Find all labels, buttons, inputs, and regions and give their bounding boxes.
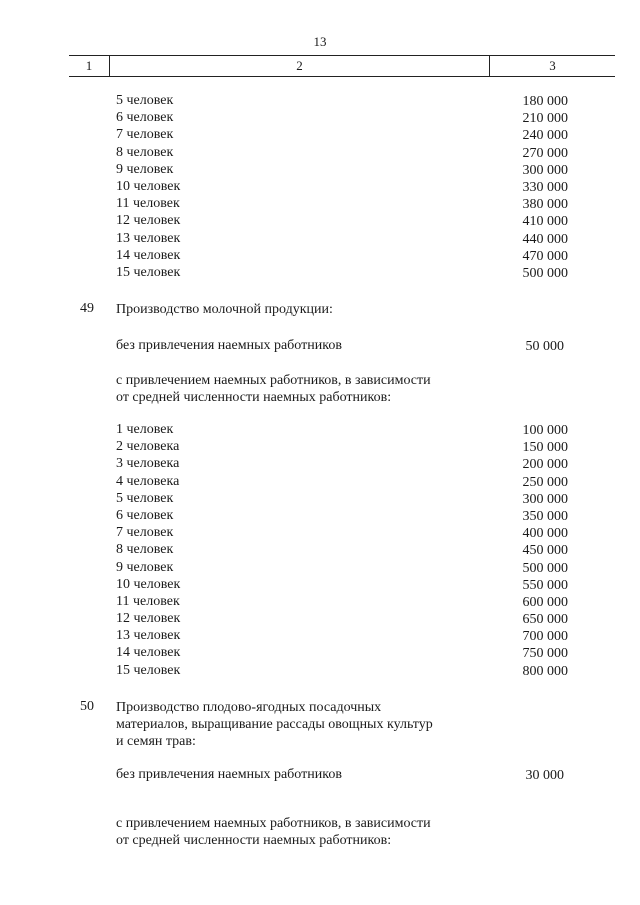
table-row <box>0 610 640 627</box>
item-49-without-hired-label: без привлечения наемных работников <box>116 338 342 353</box>
item-49-without-hired-value: 50 000 <box>525 339 564 354</box>
row-label: 9 человек <box>116 559 174 575</box>
row-value: 500 000 <box>522 560 568 576</box>
row-label: 2 человека <box>116 439 180 455</box>
table-row <box>0 126 640 143</box>
item-49-employee-rows <box>0 421 640 679</box>
row-value: 550 000 <box>522 577 568 593</box>
row-label: 8 человек <box>116 144 174 160</box>
row-value: 150 000 <box>522 440 568 456</box>
row-label: 7 человек <box>116 127 174 143</box>
row-label: 12 человек <box>116 611 181 627</box>
table-row <box>0 541 640 558</box>
row-value: 440 000 <box>522 231 568 247</box>
table-row <box>0 109 640 126</box>
table-row <box>0 144 640 161</box>
table-row <box>0 593 640 610</box>
row-label: 11 человек <box>116 196 180 212</box>
table-row <box>0 627 640 644</box>
row-label: 12 человек <box>116 213 181 229</box>
item-49-with-hired-line-2: от средней численности наемных работников: <box>116 390 392 405</box>
row-value: 800 000 <box>522 663 568 679</box>
row-label: 3 человека <box>116 456 180 472</box>
row-label: 10 человек <box>116 178 181 194</box>
item-50-without-hired-label: без привлечения наемных работников <box>116 767 342 782</box>
row-label: 9 человек <box>116 161 174 177</box>
row-label: 4 человека <box>116 473 180 489</box>
table-row <box>0 92 640 109</box>
table-row <box>0 524 640 541</box>
table-row <box>0 455 640 472</box>
row-value: 750 000 <box>522 646 568 662</box>
row-value: 500 000 <box>522 265 568 281</box>
table-row <box>0 559 640 576</box>
item-49-title: Производство молочной продукции: <box>116 302 333 317</box>
row-label: 14 человек <box>116 247 181 263</box>
column-header-3: 3 <box>549 58 556 73</box>
row-label: 7 человек <box>116 525 174 541</box>
item-50-without-hired-value: 30 000 <box>525 768 564 783</box>
row-label: 15 человек <box>116 264 181 280</box>
row-value: 400 000 <box>522 526 568 542</box>
row-label: 13 человек <box>116 628 181 644</box>
row-value: 300 000 <box>522 491 568 507</box>
row-value: 350 000 <box>522 508 568 524</box>
row-label: 10 человек <box>116 576 181 592</box>
page-number: 13 <box>313 34 327 49</box>
table-row <box>0 178 640 195</box>
row-value: 600 000 <box>522 594 568 610</box>
item-number-49: 49 <box>80 301 94 316</box>
column-header-1: 1 <box>69 56 110 76</box>
row-value: 410 000 <box>522 214 568 230</box>
table-row <box>0 473 640 490</box>
row-value: 270 000 <box>522 145 568 161</box>
row-value: 450 000 <box>522 543 568 559</box>
row-value: 200 000 <box>522 457 568 473</box>
row-value: 210 000 <box>522 111 568 127</box>
table-row <box>0 247 640 264</box>
table-row <box>0 438 640 455</box>
row-value: 700 000 <box>522 629 568 645</box>
row-label: 6 человек <box>116 507 174 523</box>
table-row <box>0 662 640 679</box>
table-row <box>0 576 640 593</box>
row-value: 100 000 <box>522 423 568 438</box>
row-value: 250 000 <box>522 474 568 490</box>
continued-employee-rows <box>0 92 640 281</box>
table-row <box>0 264 640 281</box>
item-number-50: 50 <box>80 699 94 714</box>
table-row <box>0 161 640 178</box>
row-label: 15 человек <box>116 662 181 678</box>
row-label: 13 человек <box>116 230 181 246</box>
row-value: 470 000 <box>522 248 568 264</box>
table-row <box>0 195 640 212</box>
row-label: 5 человек <box>116 490 174 506</box>
row-value: 330 000 <box>522 179 568 195</box>
row-value: 240 000 <box>522 128 568 144</box>
item-50-title-line-2: материалов, выращивание рассады овощных культур <box>116 717 433 732</box>
item-50-title-line-3: и семян трав: <box>116 734 196 749</box>
table-row <box>0 421 640 438</box>
item-50-with-hired-line-2: от средней численности наемных работников: <box>116 833 392 848</box>
item-49-with-hired-line-1: с привлечением наемных работников, в зависимости <box>116 373 431 388</box>
row-label: 8 человек <box>116 542 174 558</box>
row-value: 650 000 <box>522 612 568 628</box>
row-value: 300 000 <box>522 162 568 178</box>
row-label: 1 человек <box>116 422 174 437</box>
row-label: 6 человек <box>116 110 174 126</box>
column-header-2: 2 <box>110 56 490 76</box>
row-value: 380 000 <box>522 197 568 213</box>
row-value: 180 000 <box>522 94 568 109</box>
item-50-title-line-1: Производство плодово-ягодных посадочных <box>116 700 382 715</box>
table-row <box>0 490 640 507</box>
table-row <box>0 644 640 661</box>
row-label: 14 человек <box>116 645 181 661</box>
table-row <box>0 230 640 247</box>
table-row <box>0 507 640 524</box>
item-50-with-hired-line-1: с привлечением наемных работников, в зависимости <box>116 816 431 831</box>
table-row <box>0 212 640 229</box>
row-label: 5 человек <box>116 93 174 108</box>
row-label: 11 человек <box>116 593 180 609</box>
table-column-header <box>69 55 615 77</box>
